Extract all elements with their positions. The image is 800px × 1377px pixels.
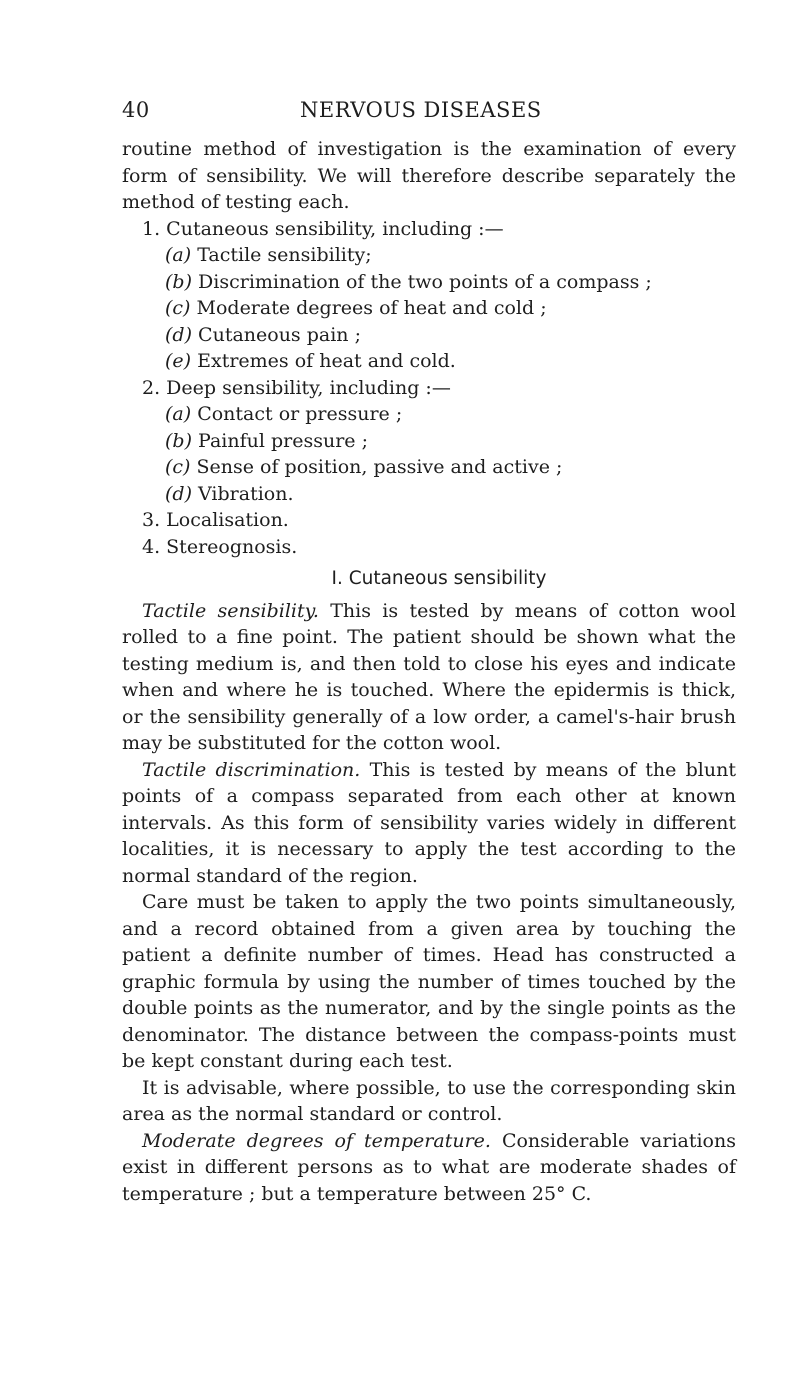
running-head: NERVOUS DISEASES bbox=[300, 98, 542, 122]
outline-item: 4. Stereognosis. bbox=[142, 535, 298, 558]
outline-subitem: (e) Extremes of heat and cold. bbox=[165, 350, 456, 372]
outline-subitem: (d) Vibration. bbox=[165, 482, 294, 505]
paragraph-tactile-sensibility: Tactile sensibility. This is tested by means of cotton wool rolled to a fine point. The patient should be shown what the testing medium is, and then told to close his eyes and indicate when and where he is touched. Where the epidermis is thick, or the sensibility generally of a low order, a camel's-hair brush may be substituted for the cotton wool. bbox=[122, 599, 736, 754]
paragraph-compass-care: Care must be taken to apply the two points simultaneously, and a record obtained from a given area by touching the patient a definite number of times. Head has constructed a graphic formula by using the number of times touched by the double points as the numerator, and by the single points as the denominator. The distance between the compass-points must be kept constant during each test. bbox=[122, 891, 736, 1072]
outline-subitem: (c) Sense of position, passive and active ; bbox=[165, 456, 563, 478]
outline-list bbox=[122, 216, 736, 561]
section-heading: I. Cutaneous sensibility bbox=[331, 568, 547, 589]
outline-subitem: (a) Tactile sensibility; bbox=[165, 244, 372, 266]
outline-item: 1. Cutaneous sensibility, including :— bbox=[142, 217, 504, 240]
paragraph-tactile-discrimination: Tactile discrimination. This is tested by means of the blunt points of a compass separated from each other at known intervals. As this form of sensibility varies widely in different localities, it is necessary to apply the test according to the normal standard of the region. bbox=[122, 758, 736, 887]
page-number: 40 bbox=[122, 98, 150, 122]
outline-item: 3. Localisation. bbox=[142, 509, 289, 531]
outline-subitem: (b) Painful pressure ; bbox=[165, 429, 368, 452]
paragraph-moderate-temperature: Moderate degrees of temperature. Considerable variations exist in different persons as to what are moderate shades of temperature ; but a temperature between 25° C. bbox=[122, 1129, 736, 1205]
outline-subitem: (a) Contact or pressure ; bbox=[165, 403, 403, 425]
paragraph-control-area: It is advisable, where possible, to use the corresponding skin area as the normal standard or control. bbox=[122, 1076, 736, 1125]
outline-subitem: (c) Moderate degrees of heat and cold ; bbox=[165, 297, 547, 319]
outline-item: 2. Deep sensibility, including :— bbox=[142, 376, 451, 399]
body-text bbox=[122, 136, 736, 1207]
outline-subitem: (d) Cutaneous pain ; bbox=[165, 323, 361, 346]
outline-subitem: (b) Discrimination of the two points of a compass ; bbox=[165, 270, 652, 293]
intro-paragraph: routine method of investigation is the examination of every form of sensibility. We will therefore describe separately the method of testing each. bbox=[122, 138, 736, 213]
page-header bbox=[0, 98, 800, 128]
